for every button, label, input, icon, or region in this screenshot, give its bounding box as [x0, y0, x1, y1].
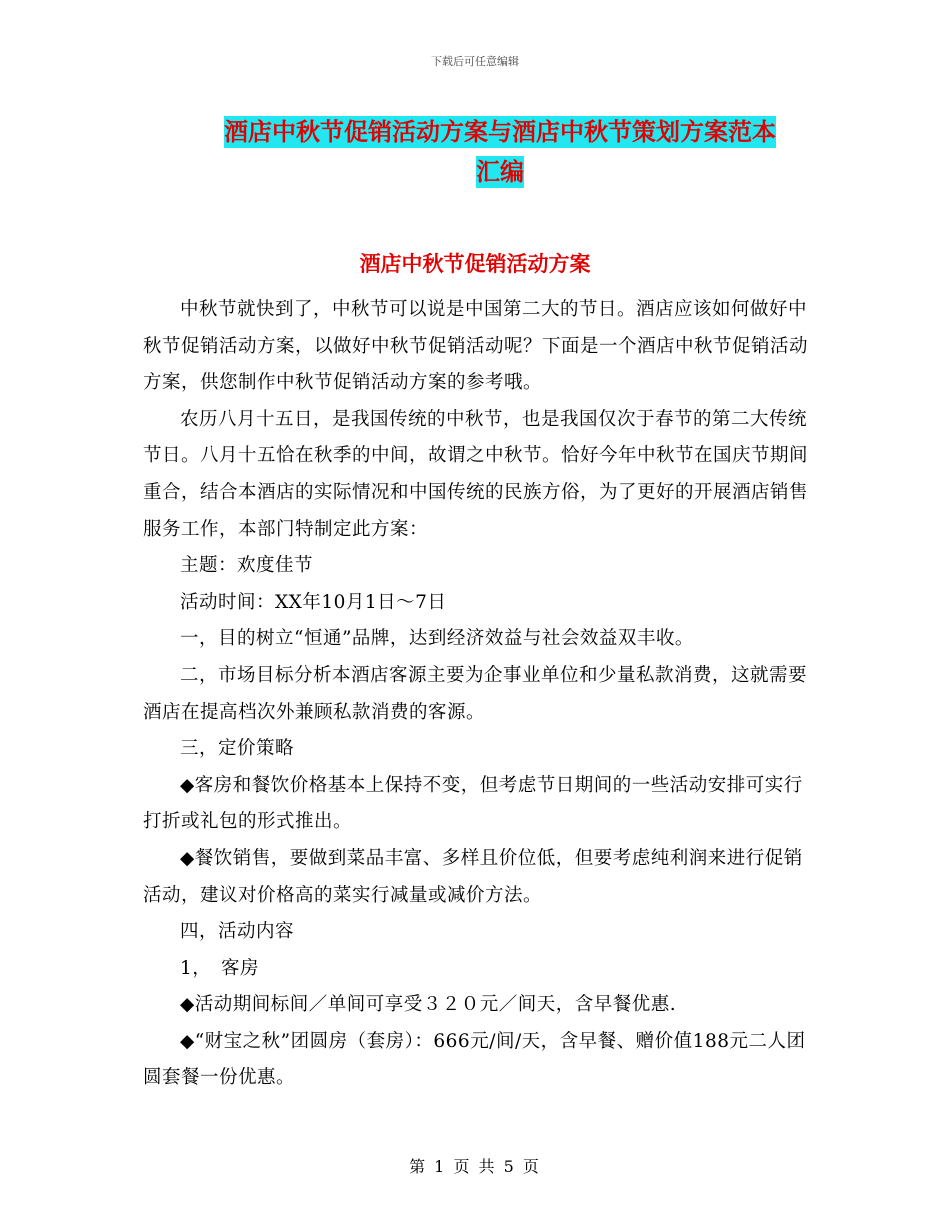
body-text	[143, 292, 813, 1097]
document-title-line-2: 汇编	[476, 158, 524, 186]
section-title: 酒店中秋节促销活动方案	[359, 252, 591, 276]
paragraph: 三，定价策略	[180, 738, 295, 760]
paragraph: 活动时间：XX年10月1日～7日	[180, 591, 447, 613]
paragraph: 主题：欢度佳节	[180, 555, 314, 577]
page-header: 下载后可任意编辑	[431, 55, 519, 68]
paragraph: 1， 客房	[180, 957, 260, 979]
paragraph: 四，活动内容	[180, 921, 295, 943]
paragraph: 二，市场目标分析本酒店客源主要为企事业单位和少量私款消费，这就需要酒店在提高档次外兼顾私款消费的客源。	[143, 664, 808, 723]
page-footer: 第 1 页 共 5 页	[409, 1157, 541, 1176]
paragraph: ◆餐饮销售，要做到菜品丰富、多样且价位低，但要考虑纯利润来进行促销活动，建议对价格高的菜实行减量或减价方法。	[143, 847, 803, 906]
document-title-line-1: 酒店中秋节促销活动方案与酒店中秋节策划方案范本	[224, 118, 776, 146]
paragraph: 中秋节就快到了，中秋节可以说是中国第二大的节日。酒店应该如何做好中秋节促销活动方案，以做好中秋节促销活动呢？下面是一个酒店中秋节促销活动方案，供您制作中秋节促销活动方案的参考哦。	[143, 299, 809, 394]
paragraph: ◆客房和餐饮价格基本上保持不变，但考虑节日期间的一些活动安排可实行打折或礼包的形式推出。	[143, 774, 803, 833]
document-title	[190, 112, 810, 192]
paragraph: ◆“财宝之秋”团圆房（套房）：666元/间/天，含早餐、赠价值188元二人团圆套餐一份优惠。	[143, 1030, 806, 1089]
paragraph: 农历八月十五日，是我国传统的中秋节，也是我国仅次于春节的第二大传统节日。八月十五恰在秋季的中间，故谓之中秋节。恰好今年中秋节在国庆节期间重合，结合本酒店的实际情况和中国传统的民族方俗，为了更好的开展酒店销售服务工作，本部门特制定此方案：	[143, 408, 809, 540]
paragraph: ◆活动期间标间／单间可享受３２０元／间天，含早餐优惠.	[180, 994, 677, 1016]
paragraph: 一，目的树立“恒通”品牌，达到经济效益与社会效益双丰收。	[180, 628, 694, 650]
